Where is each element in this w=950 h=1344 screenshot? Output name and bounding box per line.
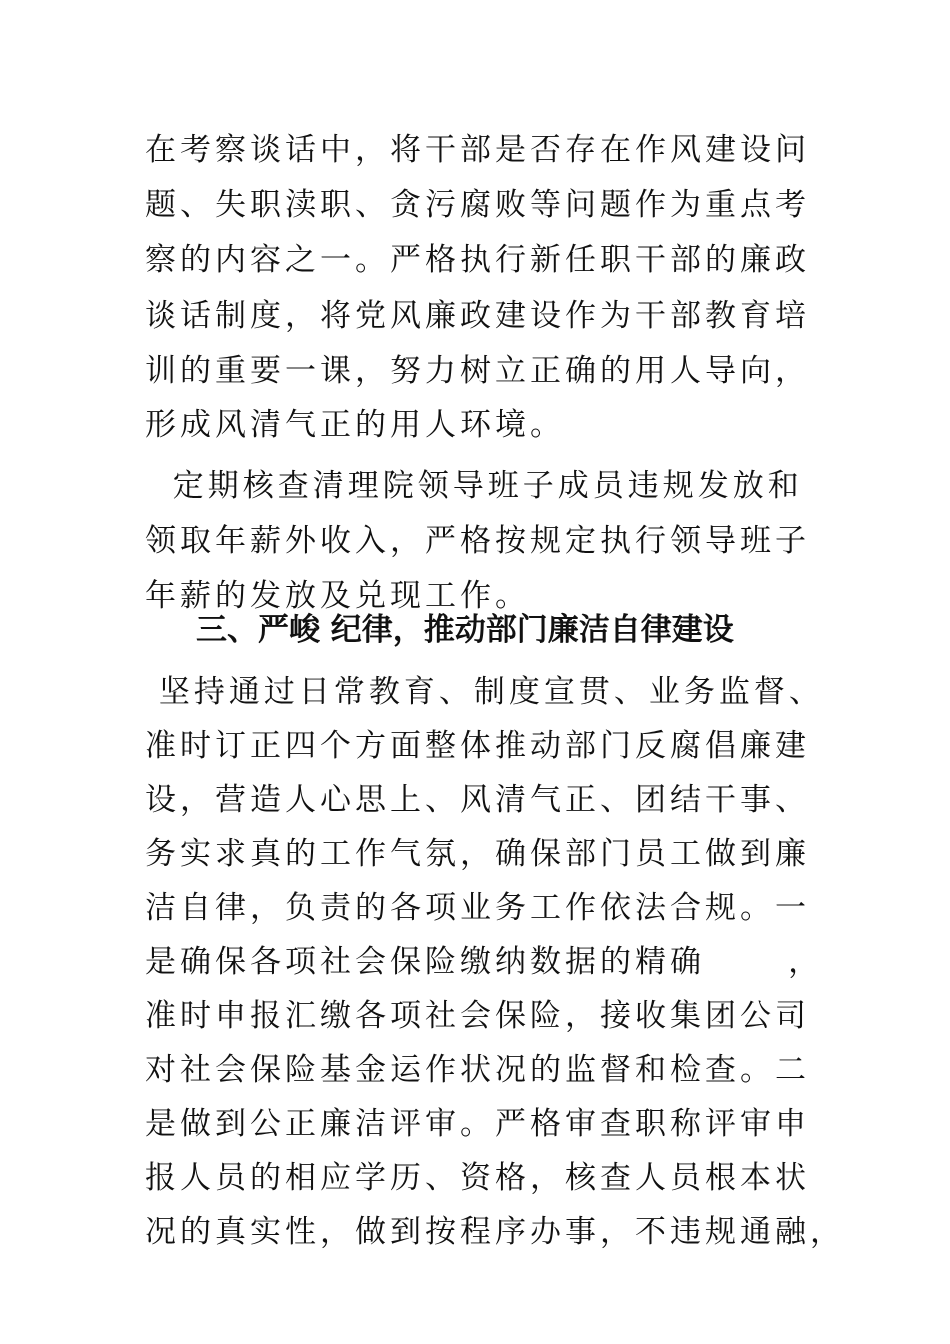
paragraph-1-line-1: 在考察谈话中，将干部是否存在作风建设问 xyxy=(145,132,810,168)
paragraph-3-line-1: 坚持通过日常教育、制度宣贯、业务监督、 xyxy=(145,674,824,710)
paragraph-2-line-3: 年薪的发放及兑现工作。 xyxy=(145,578,530,614)
paragraph-3-line-3: 设，营造人心思上、风清气正、团结干事、 xyxy=(145,782,810,818)
paragraph-1-line-6: 形成风清气正的用人环境。 xyxy=(145,407,565,443)
paragraph-3-line-11: 况的真实性，做到按程序办事，不违规通融， xyxy=(145,1214,845,1250)
section-heading: 三、严峻 纪律，推动部门廉洁自律建设 xyxy=(196,612,734,648)
paragraph-3-line-2: 准时订正四个方面整体推动部门反腐倡廉建 xyxy=(145,728,810,764)
paragraph-3-line-6: 是确保各项社会保险缴纳数据的精确 ， xyxy=(145,944,824,980)
paragraph-3-line-10: 报人员的相应学历、资格，核查人员根本状 xyxy=(145,1160,810,1196)
paragraph-2-line-1: 定期核查清理院领导班子成员违规发放和 xyxy=(145,468,803,504)
paragraph-1-line-4: 谈话制度，将党风廉政建设作为干部教育培 xyxy=(145,298,810,334)
paragraph-1-line-5: 训的重要一课，努力树立正确的用人导向， xyxy=(145,353,810,389)
paragraph-2-line-2: 领取年薪外收入，严格按规定执行领导班子 xyxy=(145,523,810,559)
paragraph-3-line-7: 准时申报汇缴各项社会保险，接收集团公司 xyxy=(145,998,810,1034)
paragraph-1-line-2: 题、失职渎职、贪污腐败等问题作为重点考 xyxy=(145,187,810,223)
paragraph-3-line-5: 洁自律，负责的各项业务工作依法合规。一 xyxy=(145,890,810,926)
paragraph-3-line-9: 是做到公正廉洁评审。严格审查职称评审申 xyxy=(145,1106,810,1142)
paragraph-3-line-8: 对社会保险基金运作状况的监督和检查。二 xyxy=(145,1052,810,1088)
paragraph-1-line-3: 察的内容之一。严格执行新任职干部的廉政 xyxy=(145,242,810,278)
paragraph-3-line-4: 务实求真的工作气氛，确保部门员工做到廉 xyxy=(145,836,810,872)
